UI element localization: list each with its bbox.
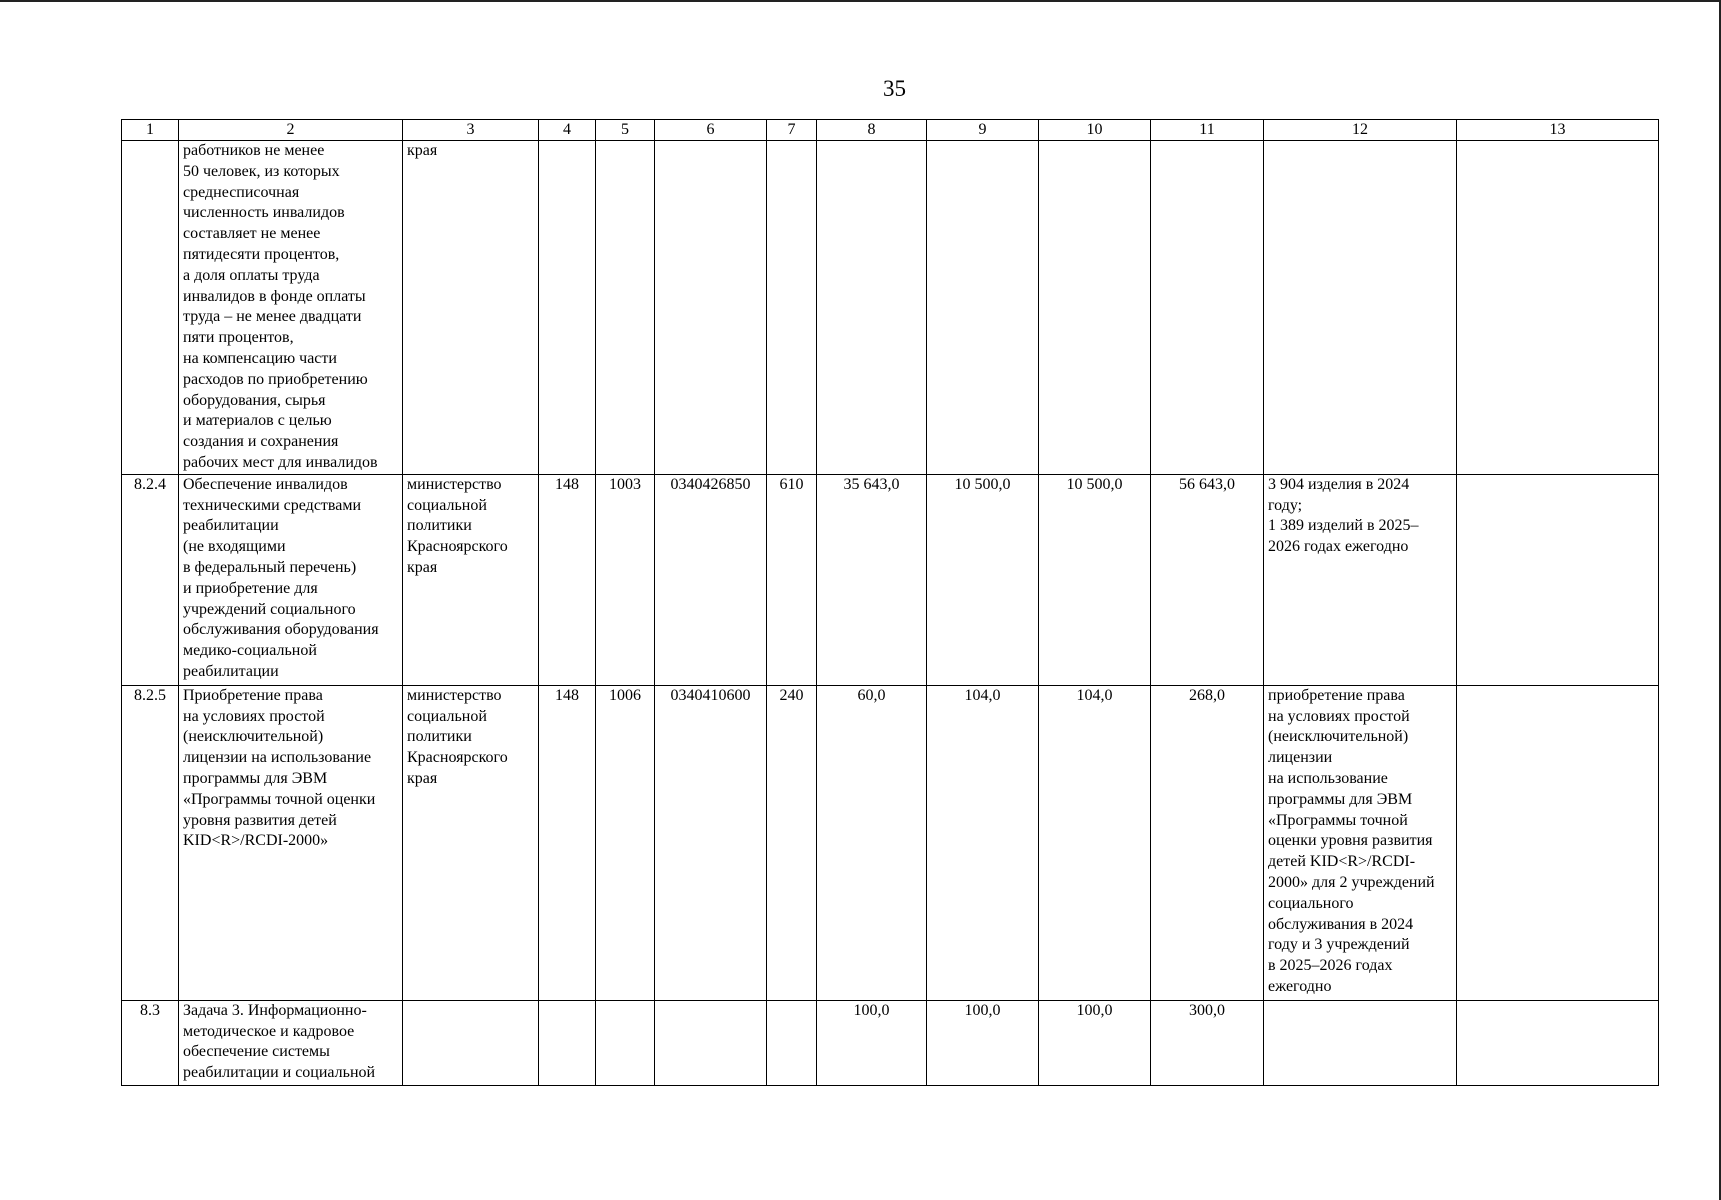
item-name-cell: Задача 3. Информационно- методическое и кадровое обеспечение системы реабилитации и социальной (179, 1000, 403, 1085)
amount-total-cell (1151, 141, 1264, 475)
item-number-cell: 8.3 (122, 1000, 179, 1085)
table-row (122, 141, 1659, 475)
section-code-cell (596, 141, 655, 475)
item-number-cell: 8.2.5 (122, 685, 179, 1000)
column-header: 4 (539, 120, 596, 141)
executor-cell: министерство социальной политики Красноярского края (403, 474, 539, 685)
grbs-code-cell: 148 (539, 685, 596, 1000)
amount-total-cell: 300,0 (1151, 1000, 1264, 1085)
section-code-cell: 1003 (596, 474, 655, 685)
item-name-cell: Обеспечение инвалидов техническими средствами реабилитации (не входящими в федеральный перечень) и приобретение для учреждений социального обслуживания оборудования медико-социальной реабилитации (179, 474, 403, 685)
executor-cell (403, 1000, 539, 1085)
executor-cell: края (403, 141, 539, 475)
amount-total-cell: 268,0 (1151, 685, 1264, 1000)
page-number: 35 (883, 76, 906, 101)
expense-type-cell: 610 (767, 474, 817, 685)
expense-type-cell (767, 1000, 817, 1085)
target-article-cell (655, 141, 767, 475)
column-header: 8 (817, 120, 927, 141)
column-header: 2 (179, 120, 403, 141)
amount-2025-cell: 10 500,0 (927, 474, 1039, 685)
amount-2026-cell (1039, 141, 1151, 475)
amount-total-cell: 56 643,0 (1151, 474, 1264, 685)
column-header: 9 (927, 120, 1039, 141)
grbs-code-cell (539, 1000, 596, 1085)
amount-2024-cell: 60,0 (817, 685, 927, 1000)
expense-type-cell (767, 141, 817, 475)
column-header: 1 (122, 120, 179, 141)
column-number-row (122, 120, 1659, 141)
target-article-cell: 0340426850 (655, 474, 767, 685)
expected-result-cell (1264, 141, 1457, 475)
table-row (122, 685, 1659, 1000)
expense-type-cell: 240 (767, 685, 817, 1000)
amount-2025-cell: 100,0 (927, 1000, 1039, 1085)
section-code-cell (596, 1000, 655, 1085)
amount-2024-cell: 35 643,0 (817, 474, 927, 685)
amount-2026-cell: 10 500,0 (1039, 474, 1151, 685)
section-code-cell: 1006 (596, 685, 655, 1000)
column-13-cell (1457, 141, 1659, 475)
column-13-cell (1457, 685, 1659, 1000)
amount-2025-cell (927, 141, 1039, 475)
item-number-cell (122, 141, 179, 475)
column-header: 13 (1457, 120, 1659, 141)
executor-cell: министерство социальной политики Красноярского края (403, 685, 539, 1000)
column-header: 6 (655, 120, 767, 141)
table-row (122, 474, 1659, 685)
target-article-cell: 0340410600 (655, 685, 767, 1000)
amount-2024-cell (817, 141, 927, 475)
table-row (122, 1000, 1659, 1085)
target-article-cell (655, 1000, 767, 1085)
grbs-code-cell (539, 141, 596, 475)
expected-result-cell (1264, 1000, 1457, 1085)
amount-2026-cell: 104,0 (1039, 685, 1151, 1000)
item-number-cell: 8.2.4 (122, 474, 179, 685)
column-header: 12 (1264, 120, 1457, 141)
expected-result-cell: 3 904 изделия в 2024 году; 1 389 изделий в 2025– 2026 годах ежегодно (1264, 474, 1457, 685)
amount-2026-cell: 100,0 (1039, 1000, 1151, 1085)
column-13-cell (1457, 1000, 1659, 1085)
amount-2024-cell: 100,0 (817, 1000, 927, 1085)
column-header: 7 (767, 120, 817, 141)
program-table (121, 119, 1659, 1086)
column-header: 5 (596, 120, 655, 141)
expected-result-cell: приобретение права на условиях простой (неисключительной) лицензии на использование программы для ЭВМ «Программы точной оценки уровня развития детей KID<R>/RCDI- 2000» для 2 учреждений социального обслуживания в 2024 году и 3 учреждений в 2025–2026 годах ежегодно (1264, 685, 1457, 1000)
amount-2025-cell: 104,0 (927, 685, 1039, 1000)
column-header: 11 (1151, 120, 1264, 141)
item-name-cell: Приобретение права на условиях простой (неисключительной) лицензии на использование программы для ЭВМ «Программы точной оценки уровня развития детей KID<R>/RCDI-2000» (179, 685, 403, 1000)
item-name-cell: работников не менее 50 человек, из которых среднесписочная численность инвалидов составляет не менее пятидесяти процентов, а доля оплаты труда инвалидов в фонде оплаты труда – не менее двадцати пяти процентов, на компенсацию части расходов по приобретению оборудования, сырья и материалов с целью создания и сохранения рабочих мест для инвалидов (179, 141, 403, 475)
column-header: 10 (1039, 120, 1151, 141)
column-13-cell (1457, 474, 1659, 685)
column-header: 3 (403, 120, 539, 141)
grbs-code-cell: 148 (539, 474, 596, 685)
